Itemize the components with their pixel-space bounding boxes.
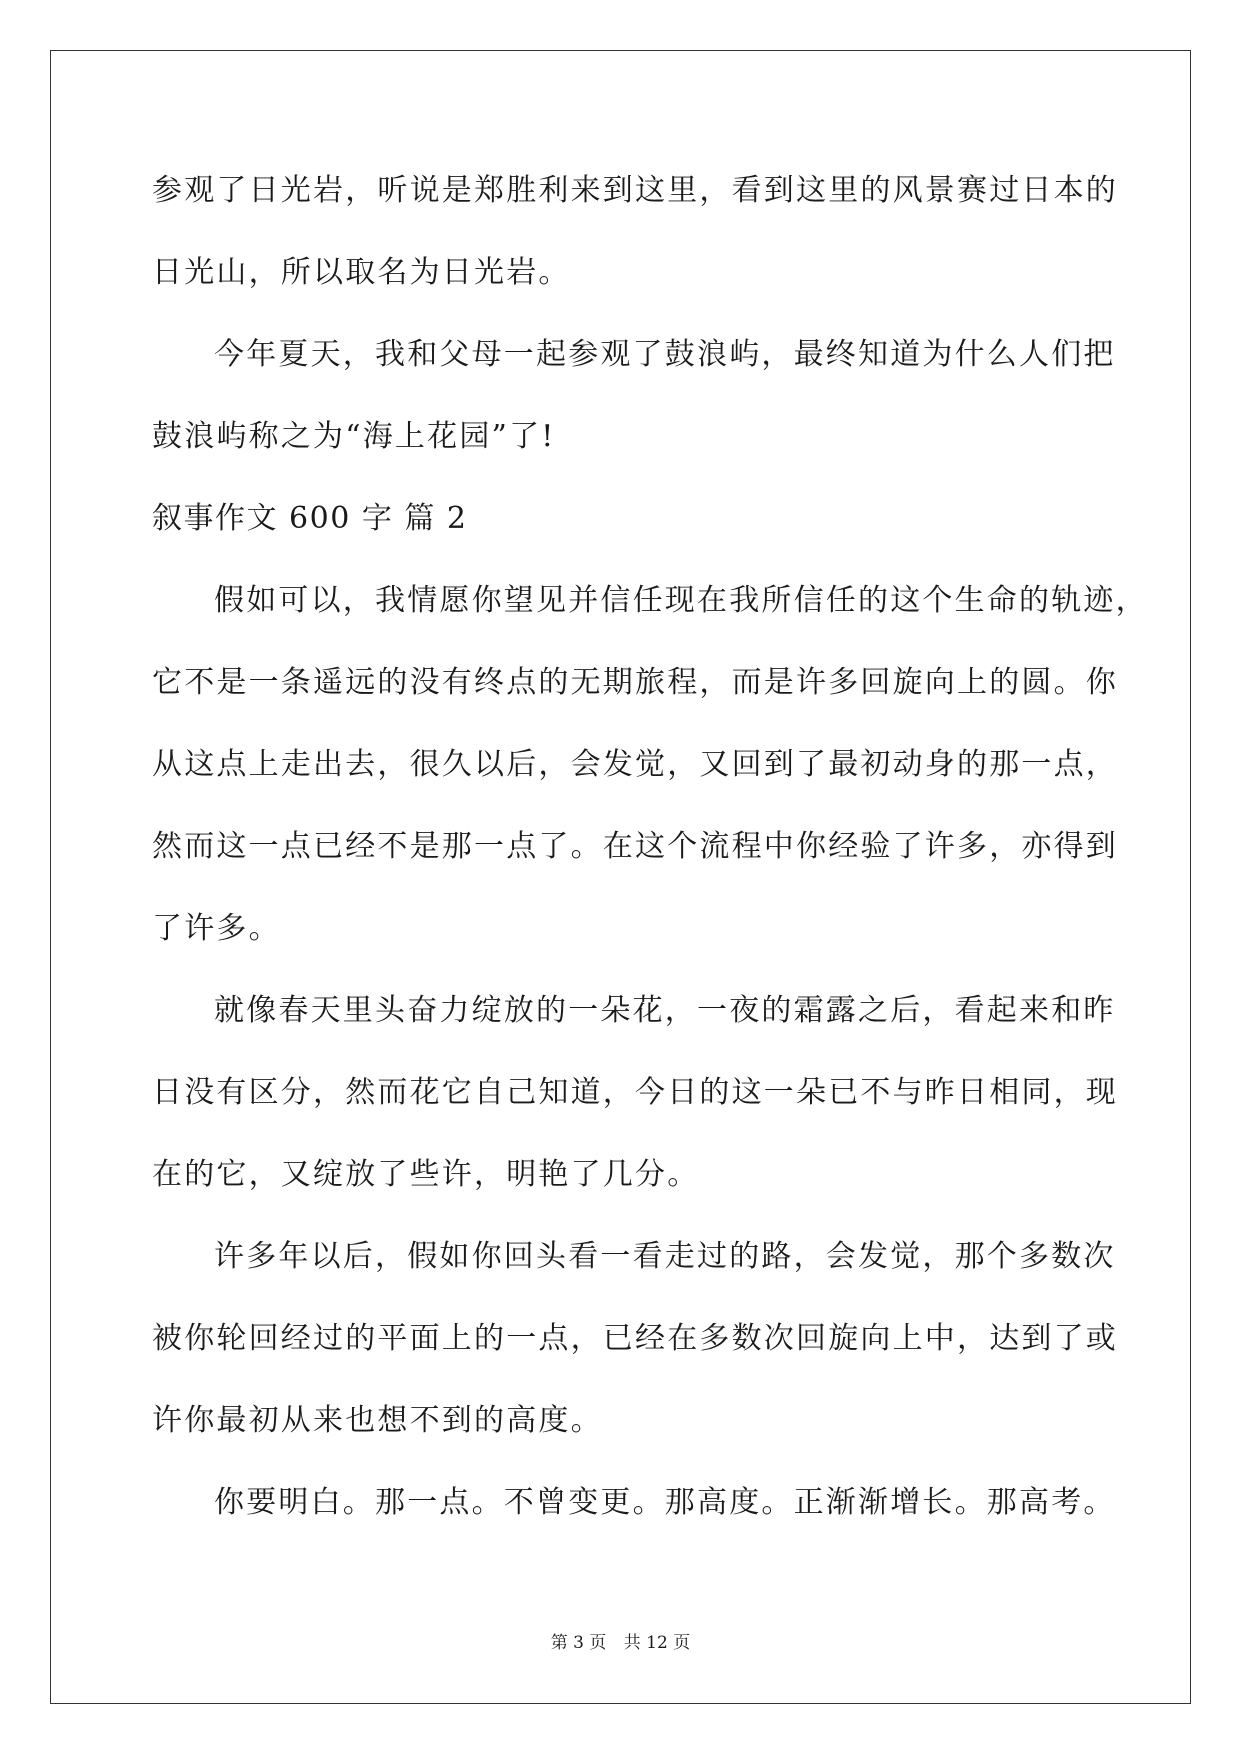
- text-line: 被你轮回经过的平面上的一点，已经在多数次回旋向上中，达到了或: [152, 1321, 1118, 1356]
- text-line: 在的它，又绽放了些许，明艳了几分。: [152, 1157, 700, 1192]
- text-line: 日没有区分，然而花它自己知道，今日的这一朵已不与昨日相同，现: [152, 1075, 1118, 1110]
- paragraph-start-line: 许多年以后，假如你回头看一看走过的路，会发觉，那个多数次: [214, 1239, 1116, 1274]
- paragraph-start-line: 假如可以，我情愿你望见并信任现在我所信任的这个生命的轨迹，: [214, 583, 1148, 618]
- text-line: 鼓浪屿称之为“海上花园”了!: [152, 419, 556, 454]
- section-heading: 叙事作文 600 字 篇 2: [152, 501, 468, 536]
- page-footer: [0, 1628, 1241, 1653]
- paragraph-start-line: 就像春天里头奋力绽放的一朵花，一夜的霜露之后，看起来和昨: [214, 993, 1116, 1028]
- text-line: 从这点上走出去，很久以后，会发觉，又回到了最初动身的那一点，: [152, 747, 1118, 782]
- text-line: 了许多。: [152, 911, 281, 946]
- paragraph-start-line: 你要明白。那一点。不曾变更。那高度。正渐渐增长。那高考。: [214, 1485, 1116, 1520]
- text-line: 然而这一点已经不是那一点了。在这个流程中你经验了许多，亦得到: [152, 829, 1118, 864]
- page-number: 第 3 页: [550, 1633, 607, 1653]
- text-line: 它不是一条遥远的没有终点的无期旅程，而是许多回旋向上的圆。你: [152, 665, 1118, 700]
- text-line: 日光山，所以取名为日光岩。: [152, 255, 571, 290]
- paragraph-start-line: 今年夏天，我和父母一起参观了鼓浪屿，最终知道为什么人们把: [214, 337, 1116, 372]
- text-line: 参观了日光岩，听说是郑胜利来到这里，看到这里的风景赛过日本的: [152, 173, 1118, 208]
- total-pages: 共 12 页: [623, 1633, 691, 1653]
- document-body: [152, 158, 1148, 1552]
- text-line: 许你最初从来也想不到的高度。: [152, 1403, 603, 1438]
